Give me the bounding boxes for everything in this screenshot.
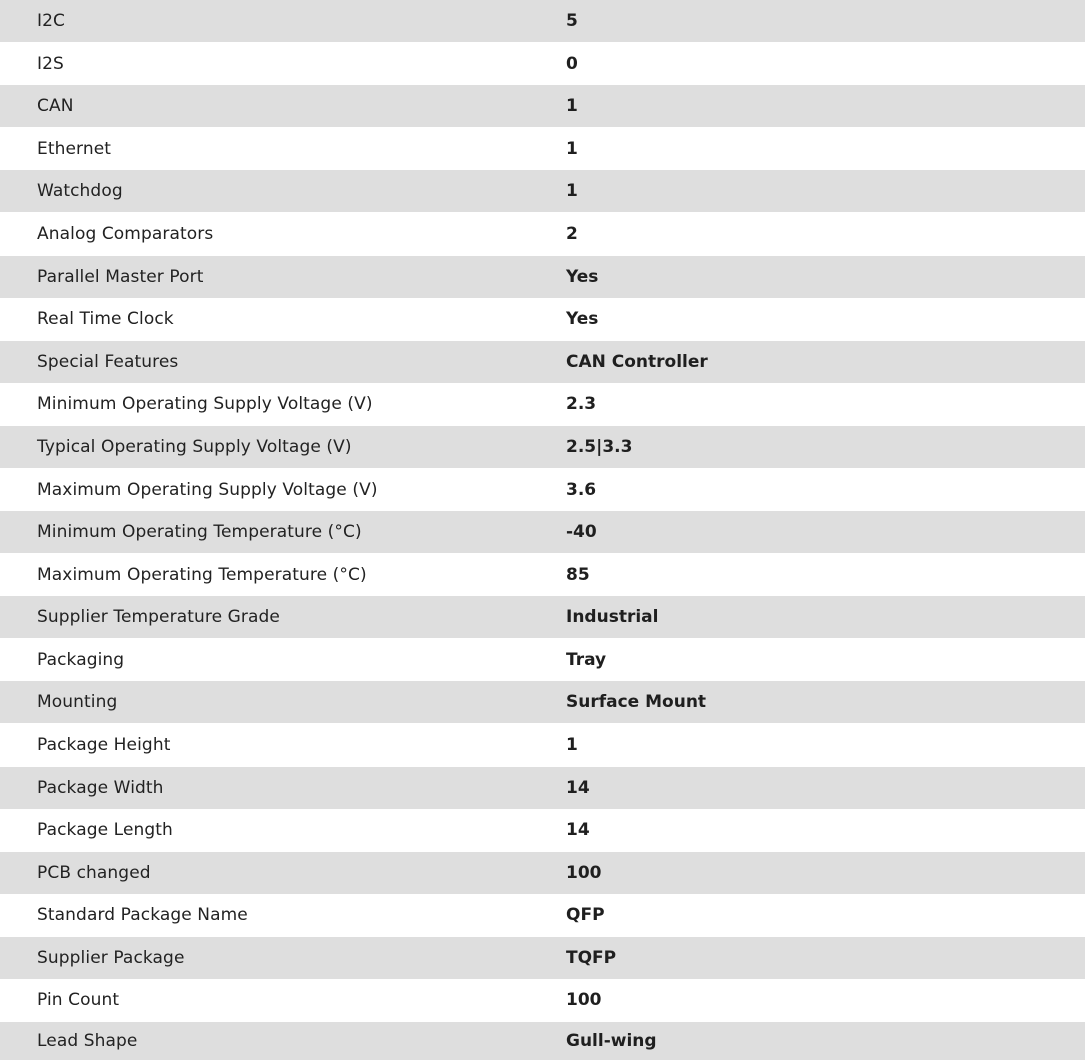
spec-label: Mounting [37, 692, 118, 712]
spec-label: Ethernet [37, 139, 112, 159]
table-row [0, 128, 1085, 170]
spec-value: -40 [566, 522, 597, 542]
spec-value: 1 [566, 139, 578, 159]
spec-label: Minimum Operating Supply Voltage (V) [37, 394, 373, 414]
spec-label: Packaging [37, 650, 125, 670]
table-row [0, 85, 1085, 127]
spec-value: 2.5|3.3 [566, 437, 633, 457]
spec-value: 2.3 [566, 394, 597, 414]
table-row [0, 724, 1085, 766]
table-row [0, 43, 1085, 85]
table-row [0, 639, 1085, 681]
spec-value: 5 [566, 11, 578, 31]
spec-value: 1 [566, 181, 578, 201]
spec-value: Industrial [566, 607, 659, 627]
table-row [0, 1022, 1085, 1060]
spec-label: Package Length [37, 820, 173, 840]
spec-value: CAN Controller [566, 352, 708, 372]
spec-label: Maximum Operating Temperature (°C) [37, 565, 367, 585]
table-row [0, 894, 1085, 936]
spec-label: Real Time Clock [37, 309, 174, 329]
spec-value: TQFP [566, 948, 617, 968]
spec-label: Watchdog [37, 181, 123, 201]
table-row [0, 767, 1085, 809]
spec-value: Tray [566, 650, 607, 670]
table-row [0, 852, 1085, 894]
table-row [0, 341, 1085, 383]
spec-value: 0 [566, 54, 578, 74]
spec-value: 1 [566, 735, 578, 755]
spec-label: Standard Package Name [37, 905, 248, 925]
spec-value: 2 [566, 224, 578, 244]
table-row [0, 554, 1085, 596]
table-row [0, 256, 1085, 298]
spec-label: Special Features [37, 352, 179, 372]
spec-label: I2S [37, 54, 64, 74]
spec-value: Yes [566, 309, 599, 329]
table-row [0, 213, 1085, 255]
table-row [0, 809, 1085, 851]
table-row [0, 383, 1085, 425]
spec-label: Analog Comparators [37, 224, 214, 244]
table-row [0, 681, 1085, 723]
spec-value: 14 [566, 778, 590, 798]
spec-label: CAN [37, 96, 74, 116]
table-row [0, 0, 1085, 42]
table-row [0, 426, 1085, 468]
table-row [0, 511, 1085, 553]
spec-value: 3.6 [566, 480, 597, 500]
spec-label: Supplier Temperature Grade [37, 607, 280, 627]
table-row [0, 170, 1085, 212]
spec-value: 100 [566, 863, 602, 883]
spec-value: 14 [566, 820, 590, 840]
spec-label: Package Width [37, 778, 164, 798]
spec-value: 85 [566, 565, 590, 585]
spec-label: Maximum Operating Supply Voltage (V) [37, 480, 378, 500]
spec-value: Gull-wing [566, 1031, 657, 1051]
spec-value: 1 [566, 96, 578, 116]
spec-value: 100 [566, 990, 602, 1010]
spec-value: QFP [566, 905, 605, 925]
spec-value: Yes [566, 267, 599, 287]
table-row [0, 469, 1085, 511]
table-row [0, 937, 1085, 979]
spec-label: Parallel Master Port [37, 267, 204, 287]
spec-label: Pin Count [37, 990, 120, 1010]
spec-value: Surface Mount [566, 692, 707, 712]
spec-label: I2C [37, 11, 65, 31]
spec-label: Typical Operating Supply Voltage (V) [37, 437, 352, 457]
spec-label: Package Height [37, 735, 171, 755]
table-row [0, 596, 1085, 638]
table-row [0, 979, 1085, 1021]
spec-label: Lead Shape [37, 1031, 138, 1051]
spec-label: PCB changed [37, 863, 151, 883]
table-row [0, 298, 1085, 340]
spec-label: Minimum Operating Temperature (°C) [37, 522, 362, 542]
spec-label: Supplier Package [37, 948, 185, 968]
